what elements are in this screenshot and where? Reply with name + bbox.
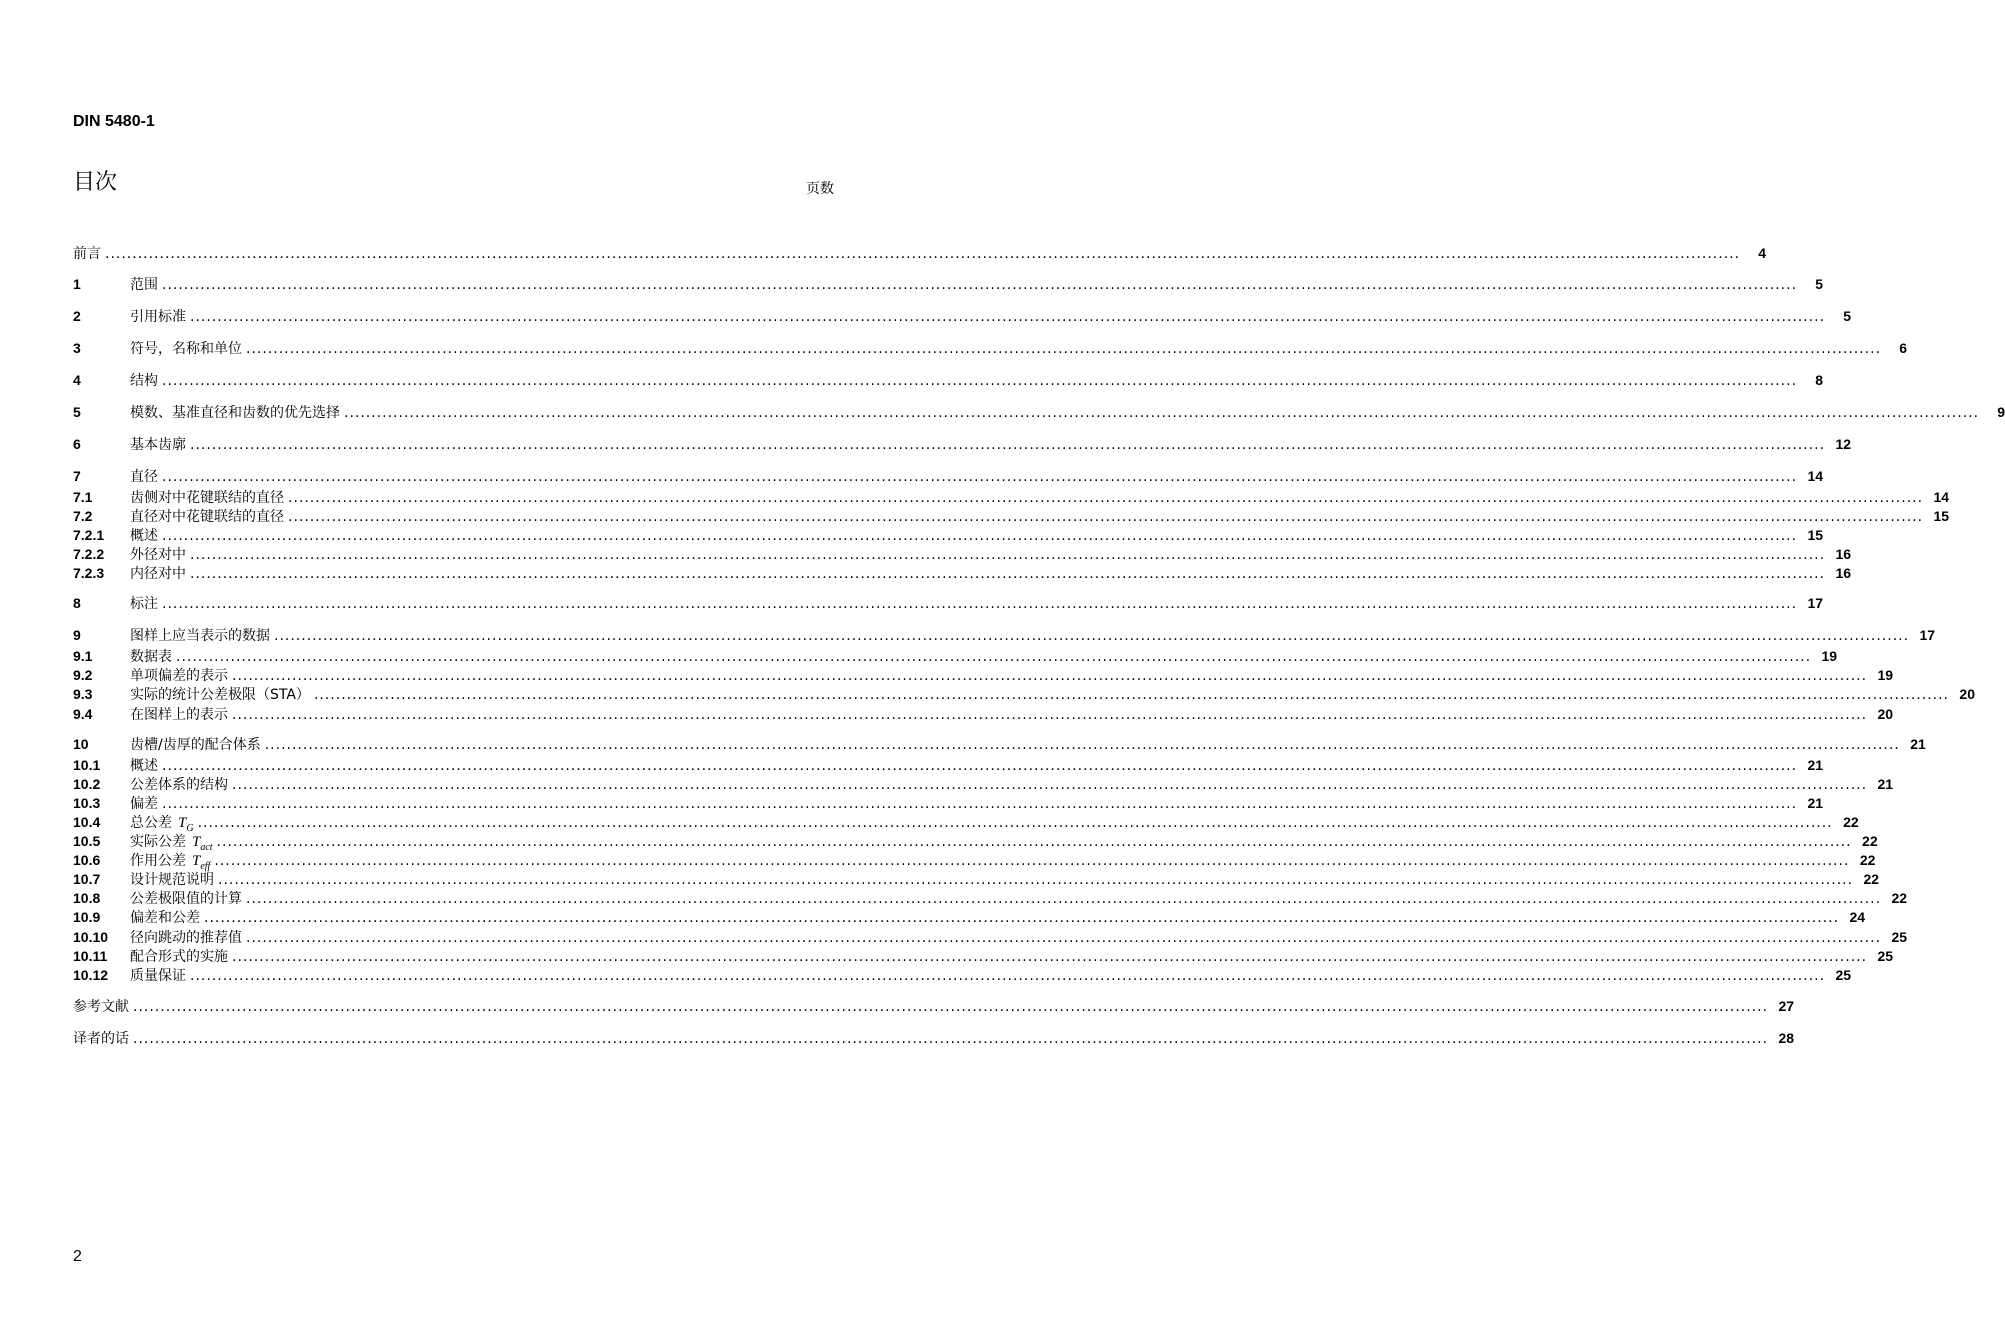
toc-entry[interactable] [73, 626, 1936, 644]
toc-entry-number: 10.8 [73, 890, 101, 906]
toc-entry-title: 符号，名称和单位 [130, 341, 242, 357]
dot-leader: ............................................................................................................................................................................................................................................................................................................ [190, 968, 1826, 984]
toc-entry[interactable] [73, 908, 1866, 926]
toc-entry-page: 25 [1891, 929, 1908, 945]
dot-leader: ............................................................................................................................................................................................................................................................................................................ [162, 758, 1798, 774]
toc-entry-number: 10.3 [73, 795, 101, 811]
toc-entry[interactable] [73, 851, 1876, 872]
toc-entry[interactable] [73, 403, 2005, 421]
toc-entry-page: 16 [1835, 565, 1852, 581]
dot-leader: ............................................................................................................................................................................................................................................................................................................ [232, 668, 1868, 684]
symbol-subscript: G [186, 823, 194, 834]
toc-entry[interactable] [73, 794, 1824, 812]
toc-entry-page: 8 [1815, 372, 1824, 388]
toc-entry-number: 6 [73, 436, 81, 452]
dot-leader: ............................................................................................................................................................................................................................................................................................................ [216, 834, 1852, 850]
dot-leader: ............................................................................................................................................................................................................................................................................................................ [162, 528, 1798, 544]
toc-entry-title: 作用公差 [130, 853, 186, 869]
toc-entry-page: 17 [1807, 595, 1824, 611]
toc-title: 目次 [73, 170, 118, 195]
toc-entry-title: 数据表 [130, 649, 172, 665]
toc-entry[interactable] [73, 966, 1852, 984]
toc-entry-title: 前言 [73, 246, 101, 262]
footer-page-number: 2 [73, 1248, 82, 1265]
dot-leader: ............................................................................................................................................................................................................................................................................................................ [246, 930, 1882, 946]
dot-leader: ............................................................................................................................................................................................................................................................................................................ [162, 277, 1798, 293]
toc-entry-page: 20 [1877, 706, 1894, 722]
dot-leader: ............................................................................................................................................................................................................................................................................................................ [344, 405, 1980, 421]
toc-entry-page: 28 [1778, 1030, 1795, 1046]
toc-entry-number: 10.1 [73, 757, 101, 773]
toc-entry-number: 1 [73, 276, 81, 292]
toc-entry-page: 21 [1910, 736, 1926, 752]
toc-entry[interactable] [73, 666, 1894, 684]
toc-entry-title: 参考文献 [73, 999, 129, 1015]
toc-entry-title: 直径对中花键联结的直径 [130, 509, 284, 525]
toc-entry[interactable] [73, 928, 1908, 946]
toc-entry-number: 9 [73, 627, 81, 643]
toc-entry-number: 4 [73, 372, 81, 388]
dot-leader: ............................................................................................................................................................................................................................................................................................................ [105, 246, 1741, 262]
toc-entry-number: 10.4 [73, 814, 101, 830]
dot-leader: ............................................................................................................................................................................................................................................................................................................ [232, 777, 1868, 793]
toc-entry-page: 21 [1877, 776, 1894, 792]
toc-entry[interactable] [73, 870, 1880, 888]
toc-entry-title: 径向跳动的推荐值 [130, 930, 242, 946]
toc-entry[interactable] [73, 339, 1908, 357]
toc-entry-title: 内径对中 [130, 566, 186, 582]
dot-leader: ............................................................................................................................................................................................................................................................................................................ [204, 910, 1840, 926]
page-column-label: 页数 [806, 181, 834, 197]
dot-leader: ............................................................................................................................................................................................................................................................................................................ [246, 341, 1882, 357]
toc-entry-number: 10.10 [73, 929, 109, 945]
dot-leader: ............................................................................................................................................................................................................................................................................................................ [288, 509, 1924, 525]
toc-entry[interactable] [73, 1029, 1795, 1047]
toc-entry-title: 范围 [130, 277, 158, 293]
toc-entry-page: 19 [1821, 648, 1838, 664]
toc-entry[interactable] [73, 775, 1894, 793]
toc-entry[interactable] [73, 889, 1908, 907]
toc-entry-number: 7 [73, 468, 81, 484]
toc-entry-page: 14 [1807, 468, 1824, 484]
toc-entry-title: 模数、基准直径和齿数的优先选择 [130, 405, 340, 421]
toc-entry[interactable] [73, 594, 1824, 612]
toc-entry-title: 公差体系的结构 [130, 777, 228, 793]
dot-leader: ............................................................................................................................................................................................................................................................................................................ [190, 566, 1826, 582]
toc-entry-title: 偏差和公差 [130, 910, 200, 926]
toc-entry[interactable] [73, 756, 1824, 774]
toc-entry[interactable] [73, 685, 1975, 703]
toc-entry-number: 7.1 [73, 489, 93, 505]
toc-entry-page: 15 [1807, 527, 1824, 543]
toc-entry-title: 在图样上的表示 [130, 707, 228, 723]
toc-entry[interactable] [73, 705, 1894, 723]
toc-entry[interactable] [73, 435, 1852, 453]
toc-entry-page: 22 [1863, 871, 1880, 887]
symbol-subscript: eff [200, 861, 211, 872]
dot-leader: ............................................................................................................................................................................................................................................................................................................ [133, 1031, 1769, 1047]
toc-entry-title: 齿侧对中花键联结的直径 [130, 490, 284, 506]
symbol-letter: T [178, 815, 187, 831]
toc-entry-number: 10.9 [73, 909, 101, 925]
dot-leader: ............................................................................................................................................................................................................................................................................................................ [197, 815, 1833, 831]
toc-entry[interactable] [73, 467, 1824, 485]
toc-entry-page: 19 [1877, 667, 1894, 683]
toc-entry-page: 25 [1835, 967, 1852, 983]
toc-entry-title: 引用标准 [130, 309, 186, 325]
toc-entry-title: 质量保证 [130, 968, 186, 984]
toc-entry-title: 图样上应当表示的数据 [130, 628, 270, 644]
toc-entry[interactable] [73, 526, 1824, 544]
toc-entry[interactable] [73, 275, 1824, 293]
toc-entry-title: 偏差 [130, 796, 158, 812]
toc-entry-page: 5 [1815, 276, 1824, 292]
toc-entry[interactable] [73, 307, 1852, 325]
toc-entry[interactable] [73, 244, 1767, 262]
toc-entry-page: 20 [1959, 686, 1975, 702]
toc-entry-number: 10 [73, 736, 89, 752]
toc-entry-title: 配合形式的实施 [130, 949, 228, 965]
toc-entry-number: 7.2 [73, 508, 93, 524]
toc-entry[interactable] [73, 947, 1894, 965]
toc-entry-title: 标注 [130, 596, 158, 612]
toc-entry[interactable] [73, 564, 1852, 582]
toc-entry-title: 实际公差 [130, 834, 186, 850]
toc-entry-page: 9 [1997, 404, 2005, 420]
dot-leader: ............................................................................................................................................................................................................................................................................................................ [274, 628, 1910, 644]
toc-entry-page: 14 [1933, 489, 1950, 505]
toc-entry-title: 概述 [130, 758, 158, 774]
toc-entry-page: 17 [1919, 627, 1936, 643]
toc-entry-page: 21 [1807, 757, 1824, 773]
dot-leader: ............................................................................................................................................................................................................................................................................................................ [162, 796, 1798, 812]
toc-entry-page: 5 [1843, 308, 1852, 324]
toc-entry-page: 12 [1835, 436, 1852, 452]
symbol-letter: T [192, 853, 201, 869]
toc-entry-number: 7.2.2 [73, 546, 105, 562]
document-id: DIN 5480-1 [73, 113, 155, 130]
toc-entry[interactable] [73, 832, 1878, 853]
toc-entry-number: 5 [73, 404, 81, 420]
dot-leader: ............................................................................................................................................................................................................................................................................................................ [176, 649, 1812, 665]
toc-entry[interactable] [73, 813, 1859, 834]
toc-entry-title: 总公差 [130, 815, 172, 831]
toc-entry-page: 27 [1778, 998, 1795, 1014]
dot-leader: ............................................................................................................................................................................................................................................................................................................ [246, 891, 1882, 907]
dot-leader: ............................................................................................................................................................................................................................................................................................................ [313, 687, 1949, 703]
toc-entry-page: 16 [1835, 546, 1852, 562]
toc-entry-number: 9.1 [73, 648, 93, 664]
toc-entry-page: 22 [1843, 814, 1859, 830]
toc-entry[interactable] [73, 997, 1795, 1015]
toc-entry[interactable] [73, 371, 1824, 389]
toc-entry-title: 实际的统计公差极限（STA） [130, 687, 310, 703]
toc-entry-title: 基本齿廓 [130, 437, 186, 453]
toc-entry-number: 7.2.1 [73, 527, 105, 543]
toc-entry-page: 21 [1807, 795, 1824, 811]
toc-entry-number: 10.11 [73, 948, 108, 964]
toc-entry-page: 4 [1758, 245, 1767, 261]
symbol-letter: T [192, 834, 201, 850]
toc-entry-page: 25 [1877, 948, 1894, 964]
dot-leader: ............................................................................................................................................................................................................................................................................................................ [218, 872, 1854, 888]
dot-leader: ............................................................................................................................................................................................................................................................................................................ [190, 437, 1826, 453]
toc-entry-number: 3 [73, 340, 81, 356]
toc-entry-number: 9.2 [73, 667, 93, 683]
dot-leader: ............................................................................................................................................................................................................................................................................................................ [162, 596, 1798, 612]
toc-entry-number: 8 [73, 595, 81, 611]
toc-entry-number: 9.4 [73, 706, 93, 722]
toc-entry[interactable] [73, 545, 1852, 563]
dot-leader: ............................................................................................................................................................................................................................................................................................................ [190, 309, 1826, 325]
dot-leader: ............................................................................................................................................................................................................................................................................................................ [133, 999, 1769, 1015]
toc-entry-number: 10.7 [73, 871, 101, 887]
dot-leader: ............................................................................................................................................................................................................................................................................................................ [264, 737, 1900, 753]
toc-entry-page: 15 [1933, 508, 1950, 524]
toc-entry-page: 22 [1859, 852, 1876, 868]
toc-entry-number: 10.12 [73, 967, 109, 983]
toc-entry-title: 外径对中 [130, 547, 186, 563]
toc-entry-title: 公差极限值的计算 [130, 891, 242, 907]
toc-entry-title: 单项偏差的表示 [130, 668, 228, 684]
toc-entry-number: 10.2 [73, 776, 101, 792]
toc-entry-number: 2 [73, 308, 81, 324]
toc-entry[interactable] [73, 507, 1950, 525]
toc-entry[interactable] [73, 735, 1926, 753]
toc-entry-page: 22 [1891, 890, 1908, 906]
toc-entry-page: 6 [1899, 340, 1908, 356]
toc-entry-number: 7.2.3 [73, 565, 105, 581]
toc-entry-number: 9.3 [73, 686, 93, 702]
toc-entry-number: 10.6 [73, 852, 101, 868]
dot-leader: ............................................................................................................................................................................................................................................................................................................ [190, 547, 1826, 563]
toc-entry-title: 概述 [130, 528, 158, 544]
toc-entry-title: 译者的话 [73, 1031, 129, 1047]
toc-entry-title: 直径 [130, 469, 158, 485]
dot-leader: ............................................................................................................................................................................................................................................................................................................ [232, 707, 1868, 723]
dot-leader: ............................................................................................................................................................................................................................................................................................................ [162, 469, 1798, 485]
dot-leader: ............................................................................................................................................................................................................................................................................................................ [214, 853, 1850, 869]
toc-entry-title: 齿槽/齿厚的配合体系 [130, 737, 261, 753]
toc-entry[interactable] [73, 647, 1838, 665]
symbol-subscript: act [200, 842, 213, 853]
toc-entry[interactable] [73, 488, 1950, 506]
toc-entry-page: 22 [1862, 833, 1878, 849]
toc-entry-title: 结构 [130, 373, 158, 389]
dot-leader: ............................................................................................................................................................................................................................................................................................................ [288, 490, 1924, 506]
toc-entry-page: 24 [1849, 909, 1866, 925]
toc-entry-title: 设计规范说明 [130, 872, 214, 888]
dot-leader: ............................................................................................................................................................................................................................................................................................................ [232, 949, 1868, 965]
toc-entry-number: 10.5 [73, 833, 101, 849]
dot-leader: ............................................................................................................................................................................................................................................................................................................ [162, 373, 1798, 389]
